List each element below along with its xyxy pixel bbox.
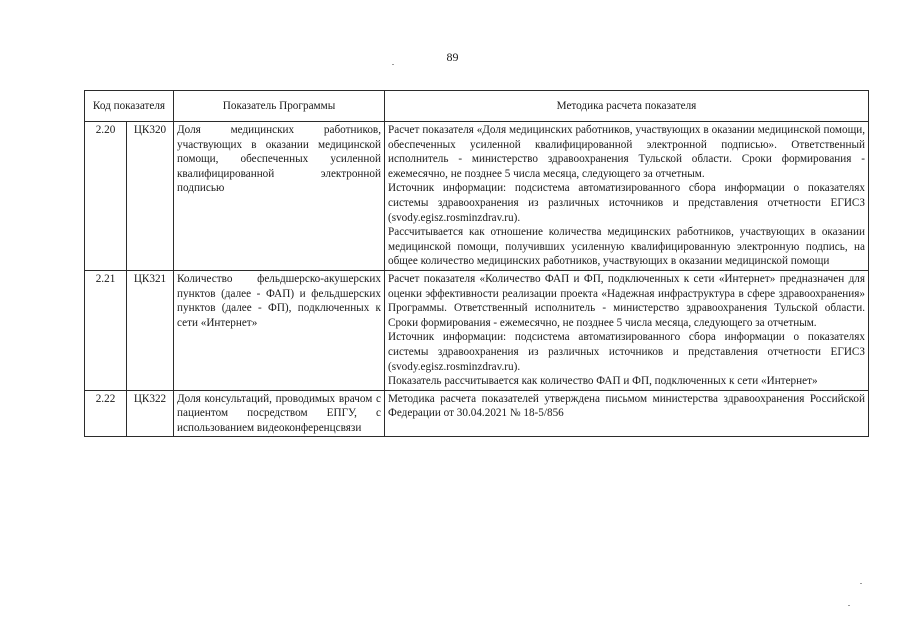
page-number: 89 bbox=[446, 50, 459, 64]
row-number: 2.21 bbox=[85, 270, 127, 390]
row-method bbox=[385, 122, 869, 271]
method-paragraph: Источник информации: подсистема автоматизированного сбора информации о показателях системы здравоохранения из различных источников и представления отчетности ЕГИСЗ (svody.egisz.rosminzdrav.ru). bbox=[388, 331, 865, 373]
method-paragraph: Расчет показателя «Количество ФАП и ФП, подключенных к сети «Интернет» предназначен для оценки эффективности реализации проекта «Надежная инфраструктура в сфере здравоохранения» Программы. Ответственный исполнитель - министерство здравоохранения Тульской области. Сроки формирования - ежемесячно, не позднее 5 числа месяца, следующего за отчетным. bbox=[388, 272, 865, 329]
header-indicator: Показатель Программы bbox=[174, 91, 385, 122]
row-code: ЦК320 bbox=[127, 122, 174, 271]
row-code: ЦК321 bbox=[127, 270, 174, 390]
table-row bbox=[85, 270, 869, 390]
table-header-row bbox=[85, 91, 869, 122]
method-paragraph: Расчет показателя «Доля медицинских работников, участвующих в оказании медицинской помощи, обеспеченных усиленной квалифицированной электронной подписью». Ответственный исполнитель - министерство здравоохранения Тульской области. Сроки формирования - ежемесячно, не позднее 5 числа месяца, следующего за отчетным. bbox=[388, 124, 865, 180]
method-paragraph: Источник информации: подсистема автоматизированного сбора информации о показателях системы здравоохранения из различных источников и представления отчетности ЕГИСЗ (svody.egisz.rosminzdrav.ru). bbox=[388, 182, 865, 224]
row-method bbox=[385, 270, 869, 390]
header-code: Код показателя bbox=[85, 91, 174, 122]
row-indicator-name: Доля консультаций, проводимых врачом с пациентом посредством ЕПГУ, с использованием видеоконференцсвязи bbox=[174, 390, 385, 437]
row-number: 2.20 bbox=[85, 122, 127, 271]
row-indicator-name: Количество фельдшерско-акушерских пунктов (далее - ФАП) и фельдшерских пунктов (далее - ФП), подключенных к сети «Интернет» bbox=[174, 270, 385, 390]
row-method bbox=[385, 390, 869, 437]
method-paragraph: Показатель рассчитывается как количество ФАП и ФП, подключенных к сети «Интернет» bbox=[388, 375, 818, 388]
header-method: Методика расчета показателя bbox=[385, 91, 869, 122]
method-paragraph: Рассчитывается как отношение количества медицинских работников, участвующих в оказании медицинской помощи, получивших усиленную квалифицированную электронную подпись, на общее количество медицинских работников, участвующих в оказании медицинской помощи bbox=[388, 226, 865, 268]
row-number: 2.22 bbox=[85, 390, 127, 437]
table-row bbox=[85, 390, 869, 437]
table-row bbox=[85, 122, 869, 271]
indicators-table bbox=[84, 90, 869, 437]
method-paragraph: Методика расчета показателей утверждена письмом министерства здравоохранения Российской Федерации от 30.04.2021 № 18-5/856 bbox=[388, 392, 865, 420]
row-indicator-name: Доля медицинских работников, участвующих в оказании медицинской помощи, обеспеченных усиленной квалифицированной электронной подписью bbox=[174, 122, 385, 271]
row-code: ЦК322 bbox=[127, 390, 174, 437]
